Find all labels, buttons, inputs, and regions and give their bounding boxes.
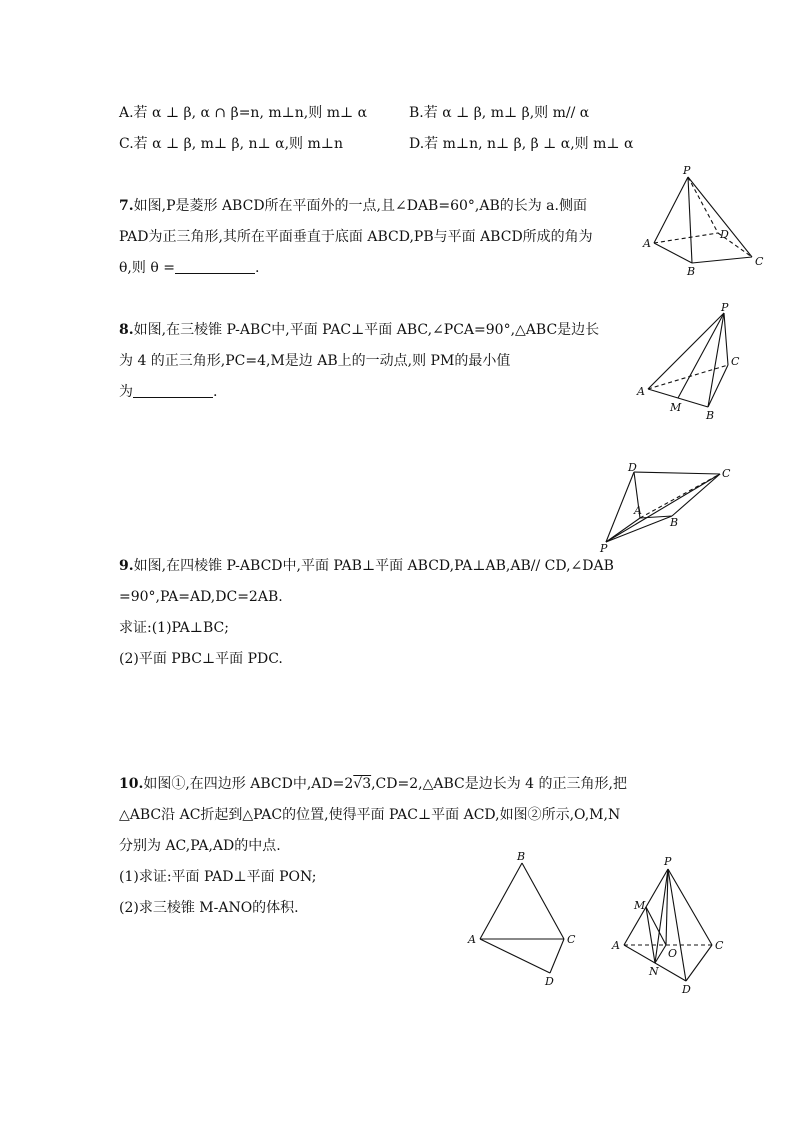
q7-label-p: P — [683, 164, 691, 177]
q10-line-1 — [119, 774, 627, 794]
q9-edge-ac — [640, 474, 720, 518]
q8-line-3-text: 为 — [119, 384, 133, 400]
q8-answer-blank[interactable] — [133, 383, 213, 398]
q10-line-1a: 10.如图①,在四边形 ABCD中,AD=2 — [119, 776, 354, 792]
q8-label-p: P — [721, 301, 729, 314]
q8-label-m: M — [670, 401, 682, 414]
q8-line-3-end: . — [213, 384, 218, 400]
q9-line-3: 求证:(1)PA⊥BC; — [119, 620, 229, 636]
q7-edge-ad — [654, 233, 718, 243]
q9-label-c: C — [722, 467, 731, 480]
q7-label-d: D — [720, 228, 729, 241]
q7-label-a: A — [643, 237, 651, 250]
q10-fig2-edge-pd — [668, 869, 686, 981]
q10-fig2-label-o: O — [668, 947, 678, 960]
q6-option-b: B.若 α ⊥ β, m⊥ β,则 m// α — [409, 105, 590, 121]
q8-label-c: C — [731, 355, 740, 368]
q7-line-2: PAD为正三角形,其所在平面垂直于底面 ABCD,PB与平面 ABCD所成的角为 — [119, 229, 593, 245]
q8-line-1: 8.如图,在三棱锥 P-ABC中,平面 PAC⊥平面 ABC,∠PCA=90°,△ABC是边长 — [119, 322, 600, 338]
q9-label-b: B — [670, 516, 679, 529]
q7-edge-pb — [688, 177, 692, 263]
q6-option-d: D.若 m⊥n, n⊥ β, β ⊥ α,则 m⊥ α — [409, 136, 634, 152]
q10-line-3: 分别为 AC,PA,AD的中点. — [119, 838, 281, 854]
q10-line-2: △ABC沿 AC折起到△PAC的位置,使得平面 PAC⊥平面 ACD,如图②所示,O,M,N — [119, 807, 621, 823]
q8-figure — [632, 303, 752, 423]
q10-fig2-label-m: M — [634, 899, 646, 912]
q10-fig1-label-d: D — [545, 975, 554, 988]
q10-fig2-label-d: D — [682, 983, 691, 996]
q10-fig2-edge-pn — [655, 869, 668, 963]
q8-label-a: A — [637, 385, 645, 398]
q7-line-3-end: . — [254, 260, 260, 276]
q9-figure — [596, 462, 736, 554]
q9-edge-pc — [606, 474, 720, 542]
q10-fig2-label-n: N — [649, 965, 659, 978]
q9-edge-pb — [606, 516, 672, 542]
q6-option-c: C.若 α ⊥ β, m⊥ β, n⊥ α,则 m⊥n — [119, 136, 343, 152]
q10-line-4: (1)求证:平面 PAD⊥平面 PON; — [119, 869, 317, 885]
q7-line-3-text: θ,则 θ = — [119, 260, 175, 276]
q7-edge-ab — [654, 243, 692, 263]
q10-fig1-edge-ab — [480, 863, 522, 939]
q9-label-p: P — [600, 542, 608, 555]
q10-fig2-label-p: P — [664, 855, 672, 868]
q10-fig2-label-a: A — [612, 939, 620, 952]
q10-figure-1 — [466, 845, 591, 990]
q7-line-3 — [119, 258, 259, 278]
q8-edge-bc — [708, 365, 728, 407]
q10-fig1-edge-cd — [550, 939, 564, 973]
q10-fig1-edge-ad — [480, 939, 550, 973]
q7-figure — [640, 165, 770, 280]
q9-label-a: A — [634, 504, 642, 517]
q9-label-d: D — [628, 461, 637, 474]
q7-edge-pa — [654, 177, 688, 243]
q7-edge-pc — [688, 177, 752, 257]
q10-line-5: (2)求三棱锥 M-ANO的体积. — [119, 900, 299, 916]
q8-edge-pc — [724, 313, 728, 365]
q7-answer-blank[interactable] — [175, 259, 255, 274]
q10-fig2-edge-cd — [686, 945, 712, 981]
q7-edge-pd — [688, 177, 718, 233]
q7-label-c: C — [755, 255, 764, 268]
q9-edge-dc — [634, 472, 720, 474]
q10-fig1-label-b: B — [517, 850, 526, 863]
q10-fig2-label-c: C — [715, 939, 724, 952]
q9-line-4: (2)平面 PBC⊥平面 PDC. — [119, 651, 283, 667]
q10-fig1-edge-bc — [522, 863, 564, 939]
q8-label-b: B — [706, 409, 715, 422]
q6-option-a: A.若 α ⊥ β, α ∩ β=n, m⊥n,则 m⊥ α — [119, 105, 368, 121]
q7-line-1: 7.如图,P是菱形 ABCD所在平面外的一点,且∠DAB=60°,AB的长为 a.侧面 — [119, 198, 587, 214]
q8-line-3 — [119, 382, 217, 402]
q10-fig1-label-c: C — [567, 933, 576, 946]
q9-line-2: =90°,PA=AD,DC=2AB. — [119, 589, 283, 605]
q10-fig1-label-a: A — [468, 933, 476, 946]
q10-sqrt3: √3 — [353, 776, 372, 792]
q8-line-2: 为 4 的正三角形,PC=4,M是边 AB上的一动点,则 PM的最小值 — [119, 353, 511, 369]
q7-edge-bc — [692, 257, 752, 263]
q7-label-b: B — [687, 265, 696, 278]
q9-line-1: 9.如图,在四棱锥 P-ABCD中,平面 PAB⊥平面 ABCD,PA⊥AB,AB// CD,∠DAB — [119, 558, 614, 574]
q10-figure-2 — [608, 853, 738, 998]
q10-line-1b: ,CD=2,△ABC是边长为 4 的正三角形,把 — [371, 776, 627, 792]
q9-edge-bc — [672, 474, 720, 516]
